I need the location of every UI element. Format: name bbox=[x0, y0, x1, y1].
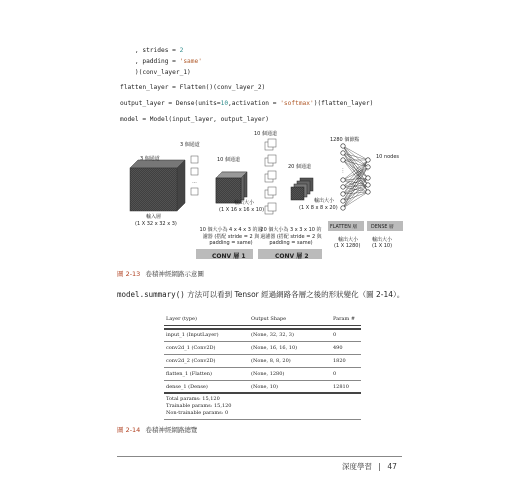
connection-line bbox=[343, 185, 368, 208]
header-double-rule bbox=[164, 328, 361, 330]
flatten-out-label: 輸出大小 bbox=[338, 237, 359, 243]
connection-line bbox=[343, 192, 368, 208]
conv2-desc-2: 過濾器 (搭配 stride = 2 與 bbox=[260, 234, 322, 240]
row-2-rule bbox=[164, 354, 361, 355]
flatten-node bbox=[341, 206, 345, 210]
connection-line bbox=[343, 178, 368, 201]
conv1-output-label: 輸出大小 bbox=[234, 200, 255, 206]
footer-divider: | bbox=[378, 462, 381, 471]
totals-double-rule bbox=[164, 392, 361, 394]
row-3-params: 1820 bbox=[333, 358, 346, 364]
conv2-desc-1: 20 個大小為 3 x 3 x 10 的 bbox=[260, 227, 322, 233]
row-2-layer: conv2d_1 (Conv2D) bbox=[166, 345, 216, 351]
flatten-nodes bbox=[341, 144, 345, 210]
flatten-node bbox=[341, 158, 345, 162]
row-2-shape: (None, 16, 16, 10) bbox=[251, 345, 298, 351]
header-params: Param # bbox=[333, 316, 356, 322]
row-4-rule bbox=[164, 380, 361, 381]
row-3-layer: conv2d_2 (Conv2D) bbox=[166, 358, 216, 364]
code-line-5: output_layer = Dense(units=10,activation = 'softmax')(flatten_layer) bbox=[120, 100, 374, 107]
non-trainable-params: Non-trainable params: 0 bbox=[166, 410, 229, 416]
flatten-node bbox=[341, 151, 345, 155]
header-layer: Layer (type) bbox=[166, 316, 197, 322]
flatten-node bbox=[341, 144, 345, 148]
conv2-channels-in: 10 個通道 bbox=[254, 131, 277, 137]
dense-node bbox=[366, 176, 370, 180]
svg-text:...: ... bbox=[192, 179, 197, 185]
code-line-6: model = Model(input_layer, output_layer) bbox=[120, 116, 270, 123]
figure-label: 圖 2-13 bbox=[117, 270, 141, 278]
row-4-params: 0 bbox=[333, 371, 337, 377]
conv2-filters bbox=[265, 139, 276, 214]
dense-node bbox=[366, 190, 370, 194]
figure-label: 圖 2-14 bbox=[117, 426, 141, 434]
summary-paragraph bbox=[117, 289, 404, 300]
code-line-2: , padding = 'same' bbox=[120, 58, 202, 65]
row-5-params: 12810 bbox=[333, 384, 349, 390]
conv1-desc-3: padding = same) bbox=[209, 240, 253, 246]
row-4-layer: flatten_1 (Flatten) bbox=[166, 371, 212, 377]
dense-out-size: (1 X 10) bbox=[372, 243, 393, 249]
flatten-node bbox=[341, 178, 345, 182]
flatten-title: FLATTEN 層 bbox=[330, 225, 358, 230]
row-1-rule bbox=[164, 341, 361, 342]
code-line-3: )(conv_layer_1) bbox=[120, 69, 191, 76]
dense-title: DENSE 層 bbox=[371, 225, 394, 230]
row-5-layer: dense_1 (Dense) bbox=[166, 384, 208, 390]
dense-nodes-label: 10 nodes bbox=[376, 154, 400, 160]
flatten-ellipsis: ⋮ bbox=[340, 168, 346, 174]
flatten-node bbox=[341, 199, 345, 203]
summary-rest: 方法可以看到 Tensor 經過網路各層之後的形狀變化（圖 2-14）。 bbox=[184, 290, 405, 299]
code-line-4: flatten_layer = Flatten()(conv_layer_2) bbox=[120, 84, 266, 91]
bottom-rule bbox=[164, 419, 361, 420]
flatten-count: 1280 個節點 bbox=[330, 137, 360, 143]
row-3-rule bbox=[164, 367, 361, 368]
input-size-label: (1 X 32 x 32 x 3) bbox=[135, 221, 177, 227]
dense-node bbox=[366, 158, 370, 162]
conv2-desc-3: padding = same) bbox=[269, 240, 313, 246]
trainable-params: Trainable params: 15,120 bbox=[166, 403, 232, 409]
row-3-shape: (None, 8, 8, 20) bbox=[251, 358, 291, 364]
section-title: 深度學習 bbox=[342, 462, 372, 471]
summary-code: model.summary() bbox=[117, 290, 185, 299]
input-layer-label: 輸入層 bbox=[146, 214, 162, 220]
row-1-layer: input_1 (InputLayer) bbox=[166, 332, 219, 338]
row-4-shape: (None, 1280) bbox=[251, 371, 285, 377]
header-shape: Output Shape bbox=[251, 316, 287, 322]
conv1-filters bbox=[191, 156, 198, 195]
figure-caption-2-13 bbox=[117, 269, 204, 278]
conv1-channels-out: 10 個通道 bbox=[217, 157, 240, 163]
conv2-title: CONV 層 2 bbox=[275, 253, 309, 260]
page-number: 47 bbox=[387, 462, 397, 471]
flatten-out-size: (1 X 1280) bbox=[334, 243, 361, 249]
header-rule bbox=[164, 325, 361, 326]
footer-rule bbox=[117, 456, 402, 457]
dense-node bbox=[366, 183, 370, 187]
figure-text: 卷積神經網路示意圖 bbox=[145, 270, 204, 278]
flatten-node bbox=[341, 192, 345, 196]
dense-connections bbox=[340, 146, 368, 208]
dense-out-label: 輸出大小 bbox=[372, 237, 393, 243]
conv1-desc-1: 10 個大小為 4 x 4 x 3 的過 bbox=[199, 227, 263, 233]
flatten-node bbox=[341, 185, 345, 189]
conv2-channels-out: 20 個通道 bbox=[288, 164, 311, 170]
row-1-shape: (None, 32, 32, 3) bbox=[251, 332, 294, 338]
conv1-output-size: (1 X 16 x 16 x 10) bbox=[219, 207, 265, 213]
conv2-output-stack bbox=[291, 178, 313, 200]
input-channels-label: 3 個通道 bbox=[140, 156, 160, 162]
row-5-shape: (None, 10) bbox=[251, 384, 279, 390]
figure-caption-2-14 bbox=[117, 425, 197, 434]
conv2-output-label: 輸出大小 bbox=[314, 198, 335, 204]
total-params: Total params: 15,120 bbox=[166, 396, 220, 402]
row-2-params: 490 bbox=[333, 345, 343, 351]
figure-text: 卷積神經網路總覽 bbox=[145, 426, 198, 434]
page-footer bbox=[342, 461, 397, 472]
conv1-desc-2: 濾器 (搭配 stride = 2 與 bbox=[202, 234, 260, 240]
conv1-title: CONV 層 1 bbox=[212, 253, 246, 260]
dense-ellipsis: ⋮ bbox=[365, 166, 371, 172]
row-1-params: 0 bbox=[333, 332, 337, 338]
conv1-channels-in: 3 個通道 bbox=[180, 142, 200, 148]
connection-line bbox=[340, 153, 368, 178]
conv2-output-size: (1 X 8 x 8 x 20) bbox=[299, 205, 338, 211]
input-cube bbox=[130, 160, 185, 211]
connection-line bbox=[340, 160, 368, 187]
code-line-1: , strides = 2 bbox=[120, 47, 184, 54]
